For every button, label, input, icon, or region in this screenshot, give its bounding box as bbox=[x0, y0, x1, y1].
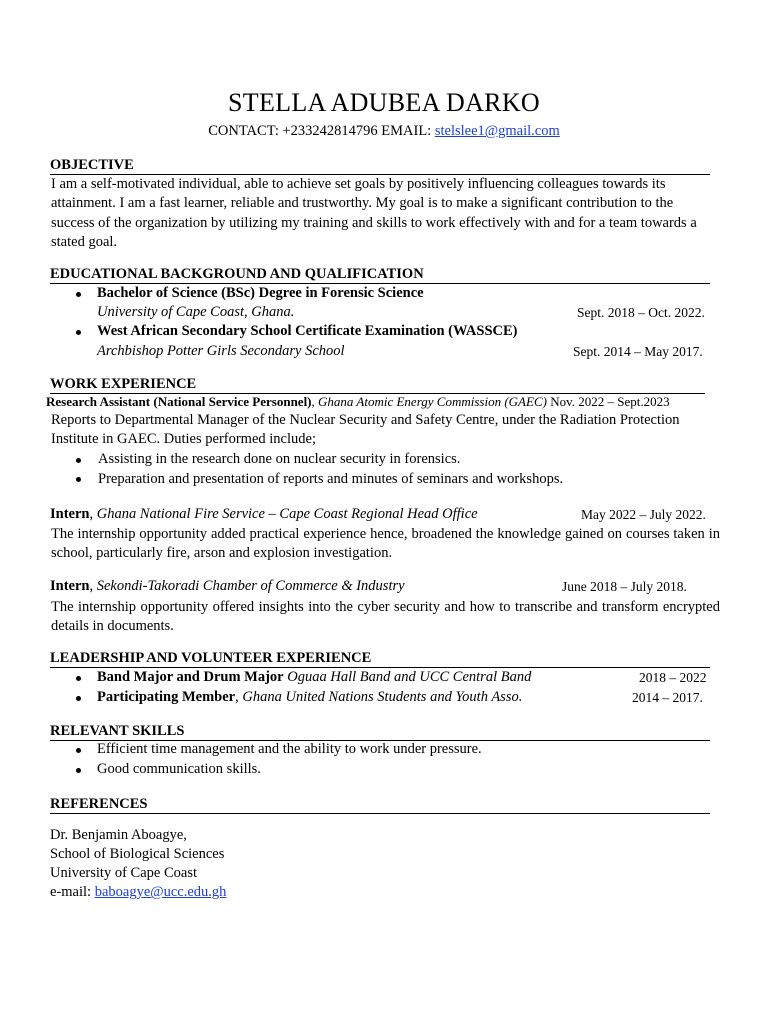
reference-email-link[interactable]: baboagye@ucc.edu.gh bbox=[94, 884, 227, 900]
leadership-item: Participating Member, Ghana United Nations Students and Youth Asso. bbox=[97, 689, 523, 705]
education-institution: Archbishop Potter Girls Secondary School bbox=[97, 343, 345, 359]
skills-heading: RELEVANT SKILLS bbox=[50, 723, 710, 741]
education-heading: EDUCATIONAL BACKGROUND AND QUALIFICATION bbox=[50, 266, 710, 284]
job-description: Reports to Departmental Manager of the Nuclear Security and Safety Centre, under the Radiation Protection Institute in GAEC. Duties performed include; bbox=[51, 412, 680, 448]
bullet-icon bbox=[76, 768, 81, 773]
bullet-icon bbox=[76, 696, 81, 701]
education-institution: University of Cape Coast, Ghana. bbox=[97, 304, 295, 320]
bullet-icon bbox=[76, 748, 81, 753]
bullet-icon bbox=[76, 292, 81, 297]
reference-department: School of Biological Sciences bbox=[50, 846, 225, 862]
bullet-icon bbox=[76, 458, 81, 463]
education-dates: Sept. 2018 – Oct. 2022. bbox=[577, 305, 705, 320]
education-dates: Sept. 2014 – May 2017. bbox=[573, 344, 703, 359]
leadership-dates: 2014 – 2017. bbox=[632, 690, 703, 705]
education-wassce-title: West African Secondary School Certificate Examination (WASSCE) bbox=[97, 323, 518, 339]
skill-item: Efficient time management and the ability to work under pressure. bbox=[97, 741, 482, 757]
bullet-icon bbox=[76, 477, 81, 482]
job-dates: June 2018 – July 2018. bbox=[562, 579, 687, 594]
email-link[interactable]: stelslee1@gmail.com bbox=[434, 123, 560, 139]
job-header: Intern, Sekondi-Takoradi Chamber of Commerce & Industry bbox=[50, 578, 405, 594]
bullet-icon bbox=[76, 330, 81, 335]
job-duty: Preparation and presentation of reports and minutes of seminars and workshops. bbox=[98, 471, 564, 487]
objective-text: I am a self-motivated individual, able to achieve set goals by positively influencing colleagues towards its attainment. I am a fast learner, reliable and trustworthy. My goal is to make a significant contribution to the success of the organization by utilizing my training and skills to work effectively with and for a team towards a stated goal. bbox=[51, 176, 697, 250]
reference-email-prefix: e-mail: bbox=[50, 884, 95, 900]
objective-heading: OBJECTIVE bbox=[50, 157, 710, 175]
work-heading: WORK EXPERIENCE bbox=[50, 376, 705, 394]
leadership-item: Band Major and Drum Major Oguaa Hall Band and UCC Central Band bbox=[97, 669, 532, 685]
references-heading: REFERENCES bbox=[50, 796, 710, 814]
reference-university: University of Cape Coast bbox=[50, 865, 197, 881]
job-duty: Assisting in the research done on nuclear security in forensics. bbox=[98, 451, 461, 467]
bullet-icon bbox=[76, 676, 81, 681]
job-description: The internship opportunity offered insights into the cyber security and how to transcribe and transform encrypted details in documents. bbox=[51, 599, 720, 635]
job-header: Research Assistant (National Service Personnel), Ghana Atomic Energy Commission (GAEC) Nov. 2022 – Sept.2023 bbox=[46, 394, 670, 409]
candidate-name: STELLA ADUBEA DARKO bbox=[228, 88, 540, 117]
job-description: The internship opportunity added practical experience hence, broadened the knowledge gained on courses taken in school, particularly fire, arson and explosion investigation. bbox=[51, 526, 720, 562]
education-degree-title: Bachelor of Science (BSc) Degree in Forensic Science bbox=[97, 285, 424, 301]
job-header: Intern, Ghana National Fire Service – Cape Coast Regional Head Office bbox=[50, 506, 478, 522]
reference-email-line bbox=[50, 884, 226, 901]
contact-prefix: CONTACT: +233242814796 EMAIL: bbox=[208, 123, 435, 139]
leadership-heading: LEADERSHIP AND VOLUNTEER EXPERIENCE bbox=[50, 650, 710, 668]
skill-item: Good communication skills. bbox=[97, 761, 261, 777]
reference-name: Dr. Benjamin Aboagye, bbox=[50, 827, 187, 843]
leadership-dates: 2018 – 2022 bbox=[639, 670, 707, 685]
contact-line bbox=[0, 123, 768, 140]
job-dates: May 2022 – July 2022. bbox=[581, 507, 706, 522]
